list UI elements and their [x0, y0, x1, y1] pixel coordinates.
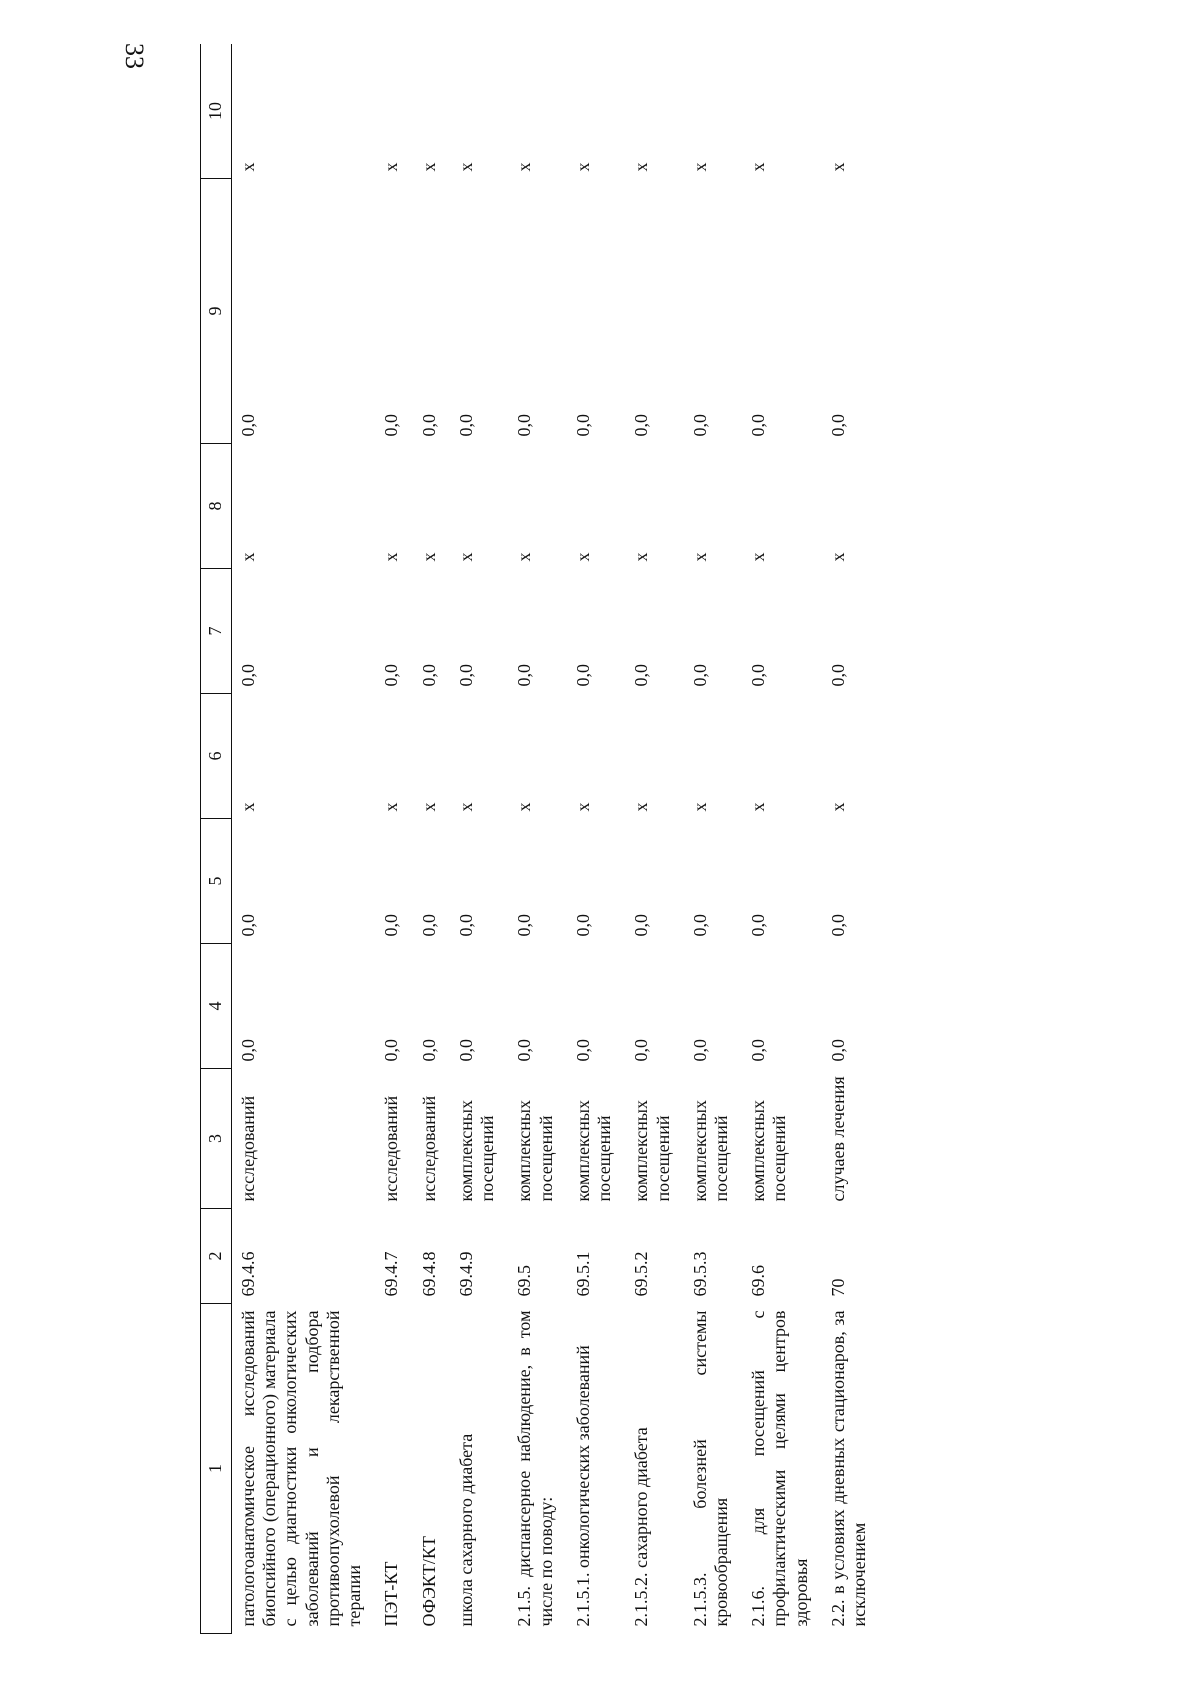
table-cell-col-6: x — [631, 802, 652, 812]
table-cell-col-1: 2.1.6. для посещений с профилактическими целями центров здоровья — [748, 1310, 811, 1627]
column-header-5: 5 — [201, 819, 232, 944]
table-cell-col-9: 0,0 — [418, 414, 439, 437]
table-cell-col-5: 0,0 — [748, 914, 769, 937]
table-cell-col-1: 2.1.5. диспансерное наблюдение, в том числе по поводу: — [514, 1310, 556, 1627]
table-cell-col-5: 0,0 — [381, 914, 402, 937]
table-cell-col-2: 69.5.1 — [572, 1251, 593, 1297]
table-cell-col-3: комплексных посещений — [572, 1100, 615, 1202]
column-header-1: 1 — [201, 1304, 232, 1634]
table-cell-col-6: x — [418, 802, 439, 812]
table-cell-col-10: x — [514, 162, 535, 172]
table-cell-col-8: x — [689, 552, 710, 562]
table-row — [413, 44, 450, 1634]
table-row — [684, 44, 742, 1634]
table-row — [508, 44, 566, 1634]
table-cell-col-6: x — [514, 802, 535, 812]
table-cell-col-9: 0,0 — [631, 414, 652, 437]
table-cell-col-4: 0,0 — [381, 1039, 402, 1062]
table-cell-col-2: 69.5 — [514, 1265, 535, 1297]
table-cell-col-5: 0,0 — [455, 914, 476, 937]
table-cell-col-2: 69.4.7 — [381, 1251, 402, 1297]
table-cell-col-3: комплексных посещений — [514, 1100, 556, 1202]
table-cell-col-3: комплексных посещений — [455, 1100, 498, 1202]
table-cell-col-4: 0,0 — [455, 1039, 476, 1062]
table-cell-col-6: x — [381, 802, 402, 812]
table-cell-col-5: 0,0 — [514, 914, 535, 937]
table-cell-col-1: ОФЭКТ/КТ — [418, 1536, 439, 1627]
table-cell-col-1: 2.1.5.1. онкологических заболеваний — [572, 1345, 593, 1627]
table-cell-col-8: x — [455, 552, 476, 562]
table-cell-col-6: x — [827, 802, 848, 812]
table-container — [200, 44, 995, 1634]
table-cell-col-2: 69.5.2 — [631, 1251, 652, 1297]
header-row — [201, 44, 232, 1634]
table-cell-col-7: 0,0 — [572, 664, 593, 687]
table-cell-col-7: 0,0 — [748, 664, 769, 687]
table-cell-col-1: ПЭТ-КТ — [381, 1561, 402, 1627]
table-row — [625, 44, 683, 1634]
column-header-8: 8 — [201, 444, 232, 569]
table-cell-col-3: исследований — [418, 1095, 439, 1202]
table-cell-col-10: x — [381, 162, 402, 172]
column-header-3: 3 — [201, 1069, 232, 1209]
table-cell-col-4: 0,0 — [572, 1039, 593, 1062]
table-cell-col-10: x — [748, 162, 769, 172]
table-cell-col-4: 0,0 — [631, 1039, 652, 1062]
table-cell-col-7: 0,0 — [381, 664, 402, 687]
table-cell-col-9: 0,0 — [572, 414, 593, 437]
table-cell-col-9: 0,0 — [514, 414, 535, 437]
table-cell-col-3: комплексных посещений — [689, 1100, 731, 1202]
table-cell-col-8: x — [748, 552, 769, 562]
table-cell-col-8: x — [572, 552, 593, 562]
table-cell-col-5: 0,0 — [238, 914, 258, 937]
table-cell-col-7: 0,0 — [514, 664, 535, 687]
table-cell-col-3: комплексных посещений — [748, 1100, 790, 1202]
table-cell-col-7: 0,0 — [238, 664, 258, 687]
table-cell-col-6: x — [689, 802, 710, 812]
table-row — [567, 44, 625, 1634]
table-cell-col-10: x — [689, 162, 710, 172]
table-cell-col-9: 0,0 — [381, 414, 402, 437]
table-cell-col-9: 0,0 — [455, 414, 476, 437]
table-cell-col-1: школа сахарного диабета — [455, 1433, 476, 1627]
table-cell-col-7: 0,0 — [418, 664, 439, 687]
table-cell-col-2: 70 — [827, 1278, 848, 1297]
table-row — [232, 44, 376, 1634]
table-cell-col-3: случаев лечения — [827, 1076, 848, 1202]
table-cell-col-2: 69.4.8 — [418, 1251, 439, 1297]
table-cell-col-10: x — [238, 162, 258, 172]
table-cell-col-8: x — [418, 552, 439, 562]
table-row — [742, 44, 822, 1634]
table-cell-col-8: x — [631, 552, 652, 562]
column-header-2: 2 — [201, 1209, 232, 1304]
table-cell-col-9: 0,0 — [827, 414, 848, 437]
table-cell-col-4: 0,0 — [238, 1039, 258, 1062]
table-cell-col-10: x — [631, 162, 652, 172]
table-cell-col-8: x — [381, 552, 402, 562]
table-cell-col-6: x — [748, 802, 769, 812]
column-header-6: 6 — [201, 694, 232, 819]
data-table — [200, 44, 880, 1634]
table-cell-col-8: x — [514, 552, 535, 562]
column-header-9: 9 — [201, 179, 232, 444]
table-cell-col-7: 0,0 — [827, 664, 848, 687]
table-row — [822, 44, 880, 1634]
column-header-10: 10 — [201, 44, 232, 179]
column-header-4: 4 — [201, 944, 232, 1069]
table-cell-col-4: 0,0 — [827, 1039, 848, 1062]
table-cell-col-2: 69.6 — [748, 1265, 769, 1297]
rotated-table-frame — [200, 44, 995, 1634]
table-cell-col-9: 0,0 — [238, 414, 258, 437]
table-cell-col-5: 0,0 — [631, 914, 652, 937]
page-number: 33 — [120, 43, 149, 69]
table-cell-col-8: x — [827, 552, 848, 562]
table-cell-col-4: 0,0 — [689, 1039, 710, 1062]
table-cell-col-3: исследований — [238, 1095, 258, 1202]
table-cell-col-8: x — [238, 552, 258, 562]
table-cell-col-5: 0,0 — [827, 914, 848, 937]
table-cell-col-10: x — [827, 162, 848, 172]
table-cell-col-2: 69.4.6 — [238, 1251, 258, 1297]
table-cell-col-3: исследований — [381, 1095, 402, 1202]
table-cell-col-5: 0,0 — [689, 914, 710, 937]
table-row — [450, 44, 508, 1634]
table-cell-col-7: 0,0 — [631, 664, 652, 687]
table-cell-col-6: x — [572, 802, 593, 812]
column-header-7: 7 — [201, 569, 232, 694]
table-row — [375, 44, 412, 1634]
table-cell-col-4: 0,0 — [748, 1039, 769, 1062]
table-cell-col-5: 0,0 — [572, 914, 593, 937]
table-cell-col-7: 0,0 — [455, 664, 476, 687]
table-cell-col-9: 0,0 — [748, 414, 769, 437]
table-cell-col-9: 0,0 — [689, 414, 710, 437]
table-cell-col-4: 0,0 — [514, 1039, 535, 1062]
table-cell-col-4: 0,0 — [418, 1039, 439, 1062]
table-body — [232, 44, 881, 1634]
table-cell-col-6: x — [455, 802, 476, 812]
table-cell-col-7: 0,0 — [689, 664, 710, 687]
table-cell-col-1: 2.1.5.2. сахарного диабета — [631, 1427, 652, 1627]
table-cell-col-6: x — [238, 802, 258, 812]
table-cell-col-10: x — [455, 162, 476, 172]
table-cell-col-1: 2.2. в условиях дневных стационаров, за исключением — [827, 1310, 870, 1627]
table-cell-col-3: комплексных посещений — [631, 1100, 673, 1202]
table-cell-col-1: 2.1.5.3. болезней системы кровообращения — [689, 1310, 731, 1627]
table-cell-col-1: патологоанатомическое исследований биопсийного (операционного) материала с целью диагностики онкологических заболеваний и подбора противоопухолевой лекарственной терапии — [238, 1310, 365, 1627]
table-cell-col-10: x — [572, 162, 593, 172]
table-cell-col-2: 69.4.9 — [455, 1251, 476, 1297]
table-cell-col-10: x — [418, 162, 439, 172]
table-cell-col-2: 69.5.3 — [689, 1251, 710, 1297]
table-cell-col-5: 0,0 — [418, 914, 439, 937]
